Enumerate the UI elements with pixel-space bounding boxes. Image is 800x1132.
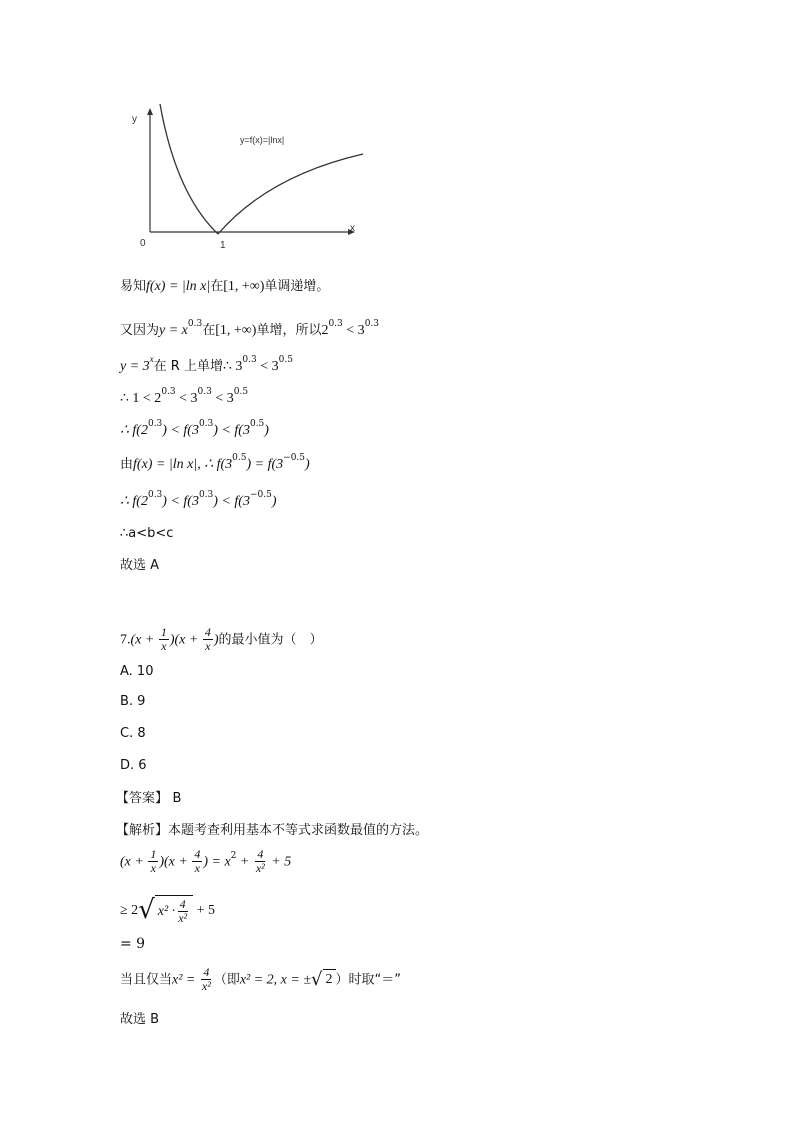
sol7-line-3: = 9 (120, 936, 146, 952)
option-a: A. 10 (120, 664, 154, 679)
fraction: $\frac{4}{\text{x²}}$ (178, 897, 188, 925)
sol7-line-2: ≥ 2 √ x² · $\frac{4}{\text{x²}}$ + 5 (120, 895, 216, 925)
curve-label: y=f(x)=|lnx| (240, 135, 285, 145)
y-axis-arrow (147, 108, 153, 115)
question7-stem: 7.(x + $\frac{1}{x}$ )(x + $\frac{4}{x}$ )的最小值为（ ） (120, 625, 323, 653)
option-c: C. 8 (120, 726, 146, 741)
fraction: $\frac{4}{\text{x²}}$ (255, 847, 265, 875)
left-branch-curve (160, 104, 218, 234)
sol6-line-2: 又因为$y = x^{0.3}$在[1, +∞)单增，所以$2^{0.3} < 3^{0.3}$ (120, 319, 380, 338)
sol6-line-4: ∴ $1 < 2^{0.3} < 3^{0.3} < 3^{0.5}$ (120, 387, 249, 406)
sol6-line-6: 由f(x) = |ln x|, ∴ $f(3^{0.5}) = f(3^{-0.5})$ (120, 453, 310, 472)
sol6-line-7: ∴ $f(2^{0.3}) < f(3^{0.3}) < f(3^{-0.5})$ (120, 490, 277, 509)
sol6-line-3: $y = 3^x$在 R 上单增∴ $3^{0.3} < 3^{0.5}$ (120, 354, 293, 374)
sol6-choice: 故选 A (120, 558, 160, 573)
option-b: B. 9 (120, 694, 146, 709)
fraction: $\frac{4}{x}$ (194, 847, 201, 875)
sol6-line-5: ∴ $f(2^{0.3}) < f(3^{0.3}) < f(3^{0.5})$ (120, 419, 269, 438)
sol6-line-1: 易知f(x) = |ln x|在[1, +∞)单调递增。 (120, 279, 330, 294)
fraction: $\frac{4}{\text{x²}}$ (201, 965, 211, 993)
analysis-line: 【解析】本题考查利用基本不等式求函数最值的方法。 (116, 823, 429, 838)
x-axis-label: x (350, 223, 355, 234)
right-branch-curve (218, 154, 363, 234)
origin-label: 0 (140, 238, 146, 249)
tick-one-label: 1 (220, 240, 226, 251)
sol7-line-4: 当且仅当x² = $\frac{4}{\text{x²}}$ （即x² = 2, x = ± √ 2 ）时取“＝” (120, 965, 401, 993)
option-d: D. 6 (120, 758, 147, 773)
fraction: $\frac{1}{x}$ (150, 847, 157, 875)
ln-abs-graph (118, 100, 368, 255)
sol6-conclusion: ∴a<b<c (120, 526, 174, 541)
sol7-line-1: (x + $\frac{1}{x}$ )(x + $\frac{4}{x}$ ) = $x^2$ + $\frac{4}{\text{x²}}$ + 5 (120, 847, 292, 875)
fraction: $\frac{4}{x}$ (204, 625, 211, 653)
sqrt-expression: √ x² · $\frac{4}{\text{x²}}$ (138, 895, 193, 925)
answer-line: 【答案】 B (116, 791, 182, 806)
y-axis-label: y (132, 114, 137, 125)
sqrt-expression: √ 2 (311, 969, 335, 990)
fraction: $\frac{1}{x}$ (160, 625, 167, 653)
sol7-choice: 故选 B (120, 1012, 160, 1027)
